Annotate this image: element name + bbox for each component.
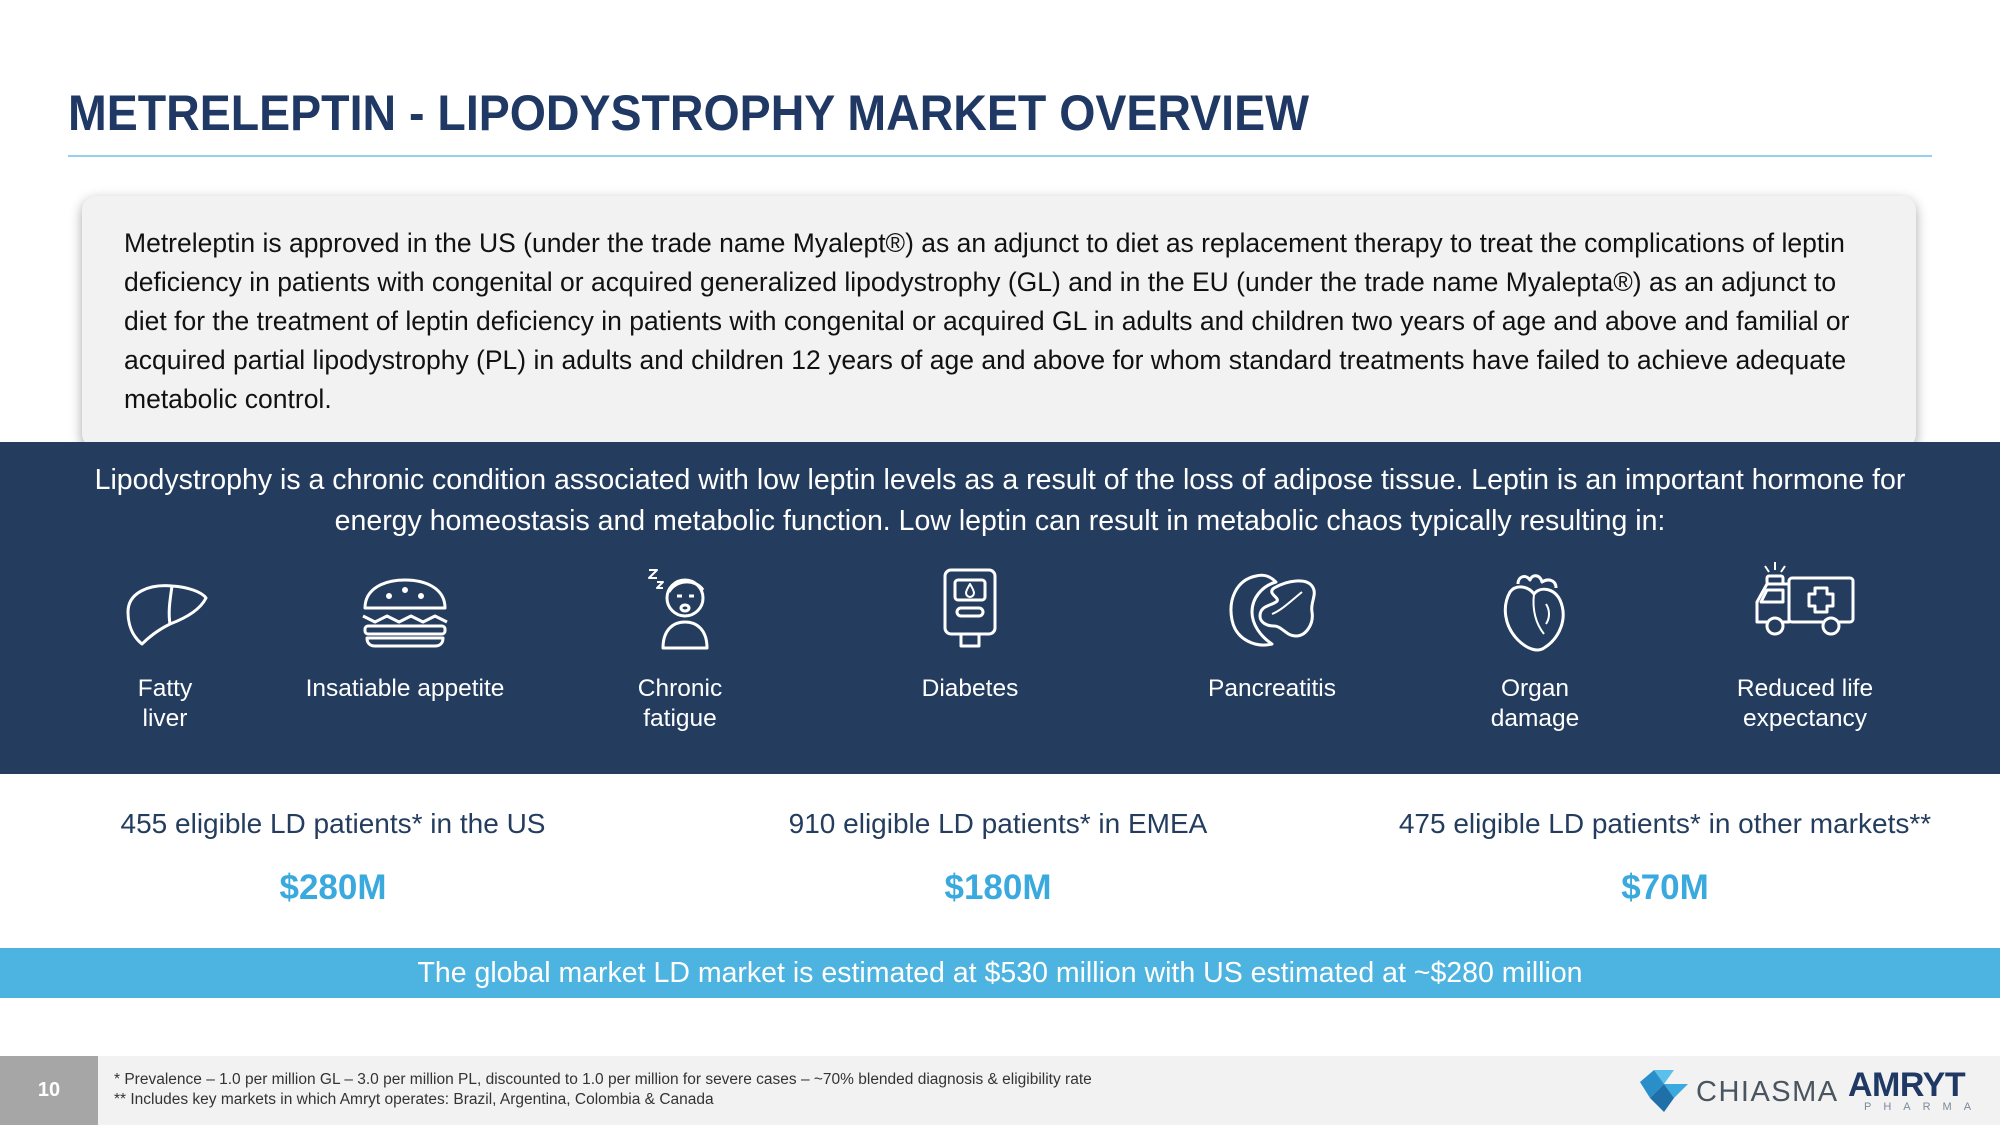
footer xyxy=(0,1056,2000,1125)
footnote-markets: ** Includes key markets in which Amryt operates: Brazil, Argentina, Colombia & Canada xyxy=(114,1091,714,1108)
chiasma-wordmark: CHIASMA xyxy=(1696,1076,1839,1108)
stat-label: 475 eligible LD patients* in other markets** xyxy=(1398,808,1932,839)
market-banner: The global market LD market is estimated at $530 million with US estimated at ~$280 million xyxy=(0,948,2000,998)
condition-label: Pancreatitis xyxy=(1207,675,1336,702)
stat-value: $280M xyxy=(279,868,387,907)
condition-organ-damage xyxy=(1480,572,1590,732)
stat-emea xyxy=(666,774,1330,948)
liver-icon xyxy=(120,572,210,652)
amryt-wordmark: AMRYT xyxy=(1848,1066,1966,1104)
condition-label: Organ damage xyxy=(1490,675,1580,732)
glucose-meter-icon xyxy=(941,566,999,650)
condition-diabetes xyxy=(900,572,1040,702)
intro-box xyxy=(82,196,1916,448)
condition-fatty-liver xyxy=(115,572,215,732)
title-divider xyxy=(68,155,1932,157)
stat-us xyxy=(0,774,666,948)
condition-reduced-life-expectancy xyxy=(1700,572,1910,732)
stat-label: 455 eligible LD patients* in the US xyxy=(120,808,546,839)
footnote-prevalence: * Prevalence – 1.0 per million GL – 3.0 per million PL, discounted to 1.0 per million for severe cases – ~70% blended diagnosis & eligibility rate xyxy=(114,1071,1092,1088)
intro-text: Metreleptin is approved in the US (under the trade name Myalept®) as an adjunct to diet as replacement therapy to treat the complications of leptin deficiency in patients with congenital or acquired generalized lipodystrophy (GL) and in the EU (under the trade name Myalepta®) as an adjunct to diet for the treatment of leptin deficiency in patients with congenital or acquired GL in adults and children two years of age and above and familial or acquired partial lipodystrophy (PL) in adults and children 12 years of age and above for whom standard treatments have failed to achieve adequate metabolic control. xyxy=(124,228,1850,414)
page-title: METRELEPTIN - LIPODYSTROPHY MARKET OVERVIEW xyxy=(68,85,1309,141)
ambulance-icon xyxy=(1753,560,1857,640)
condition-label: Diabetes xyxy=(921,675,1019,702)
amryt-logo xyxy=(1848,1066,1983,1113)
amryt-subtitle: PHARMA xyxy=(1864,1101,1984,1113)
heart-organ-icon xyxy=(1500,570,1570,654)
condition-insatiable-appetite xyxy=(295,572,515,702)
chiasma-mark-icon xyxy=(1640,1070,1688,1112)
pancreas-icon xyxy=(1226,570,1318,650)
burger-icon xyxy=(359,576,451,650)
band-text: Lipodystrophy is a chronic condition associated with low leptin levels as a result of the loss of adipose tissue. Leptin is an important hormone for energy homeostasis and metabolic function. Low leptin can result in metabolic chaos typically resulting in: xyxy=(94,464,1906,537)
condition-pancreatitis xyxy=(1192,572,1352,702)
stat-label: 910 eligible LD patients* in EMEA xyxy=(788,808,1208,839)
condition-label: Reduced life expectancy xyxy=(1736,675,1874,732)
conditions-band xyxy=(0,442,2000,774)
condition-label: Insatiable appetite xyxy=(305,675,505,702)
page-number: 10 xyxy=(0,1056,98,1125)
stat-value: $180M xyxy=(944,868,1052,907)
stat-value: $70M xyxy=(1621,868,1709,907)
tired-person-icon xyxy=(645,566,715,650)
condition-label: Chronic fatigue xyxy=(637,675,723,732)
stat-other-markets xyxy=(1330,774,2000,948)
condition-label: Fatty liver xyxy=(137,675,193,732)
condition-chronic-fatigue xyxy=(620,572,740,732)
